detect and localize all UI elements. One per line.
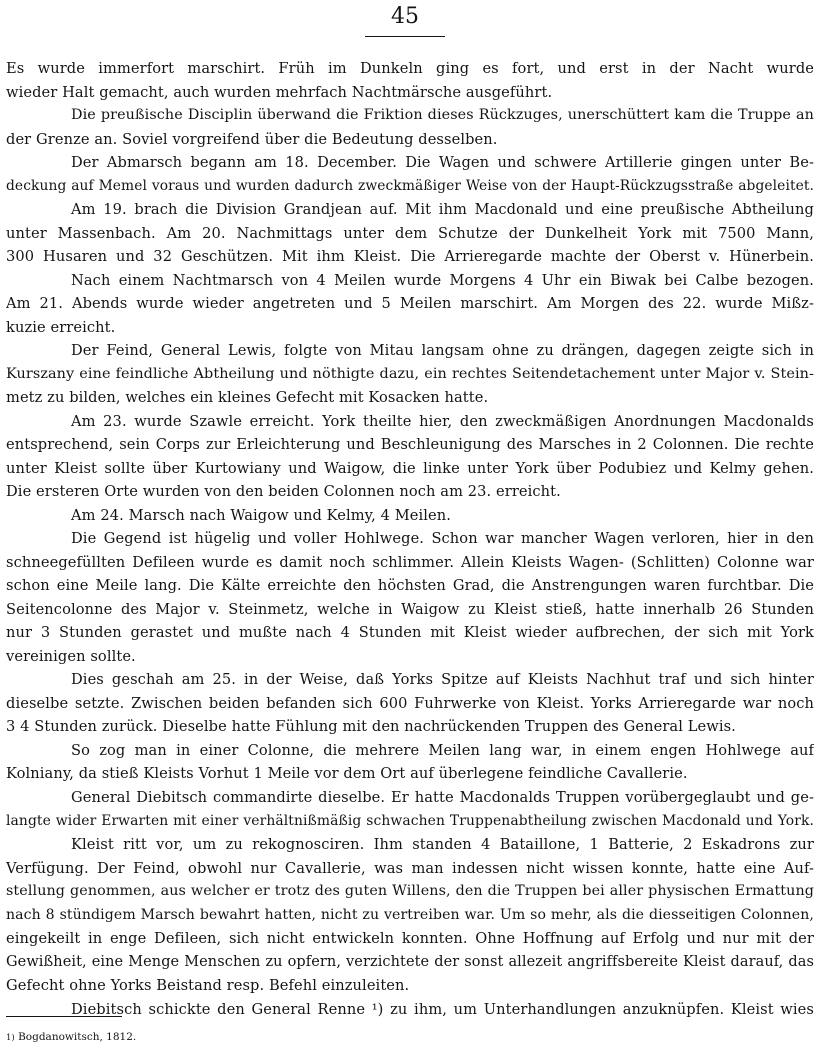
text-line: unter Kleist sollte über Kurtowiany und Waigow, die linke unter York über Podubiez und Kelmy gehen. [6,459,814,477]
text-line: Die ersteren Orte wurden von den beiden Colonnen noch am 23. erreicht. [6,483,561,501]
text-line: Kurszany eine feindliche Abtheilung und nöthigte dazu, ein rechtes Seitendetachement unter Major v. Stein- [6,365,814,382]
text-line: Der Feind, General Lewis, folgte von Mitau langsam ohne zu drängen, dagegen zeigte sich in [71,342,814,360]
text-line: entsprechend, sein Corps zur Erleichterung und Beschleunigung des Marsches in 2 Colonnen. Die rechte [6,436,814,454]
footnote-number: 1) [6,1033,15,1043]
page-number: 45 [391,4,419,29]
text-line: Der Abmarsch begann am 18. December. Die Wagen und schwere Artillerie gingen unter Be- [71,154,814,172]
text-line: Dies geschah am 25. in der Weise, daß Yorks Spitze auf Kleists Nachhut traf und sich hinter [71,671,814,689]
text-line: Die Gegend ist hügelig und voller Hohlwege. Schon war mancher Wagen verloren, hier in den [71,530,814,548]
text-line: der Grenze an. Soviel vorgreifend über die Bedeutung desselben. [6,130,498,148]
text-line: vereinigen sollte. [6,647,136,665]
text-line: Nach einem Nachtmarsch von 4 Meilen wurde Morgens 4 Uhr ein Biwak bei Calbe bezogen. [71,271,814,289]
text-line: kuzie erreicht. [6,318,116,336]
text-line: unter Massenbach. Am 20. Nachmittags unter dem Schutze der Dunkelheit York mit 7500 Mann, [6,224,814,242]
text-line: Seitencolonne des Major v. Steinmetz, welche in Waigow zu Kleist stieß, hatte innerhalb 26 Stunden [6,600,814,618]
text-line: Gefecht ohne Yorks Beistand resp. Befehl einzuleiten. [6,977,410,995]
text-line: wieder Halt gemacht, auch wurden mehrfach Nachtmärsche ausgeführt. [6,83,553,101]
text-line: schon eine Meile lang. Die Kälte erreichte den höchsten Grad, die Anstrengungen waren furchtbar. Die [6,577,814,595]
text-line: Kolniany, da stieß Kleists Vorhut 1 Meile vor dem Ort auf überlegene feindliche Cavallerie. [6,765,688,783]
text-line: Am 23. wurde Szawle erreicht. York theilte hier, den zweckmäßigen Anordnungen Macdonalds [71,412,814,430]
text-line: Diebitsch schickte den General Renne ¹) zu ihm, um Unterhandlungen anzuknüpfen. Kleist wies [71,1000,814,1018]
text-line: stellung genommen, aus welcher er trotz des guten Willens, den die Truppen bei aller physischen Ermattung [6,883,814,900]
footnote-rule [6,1016,122,1017]
text-line: schneegefüllten Defileen wurde es damit noch schlimmer. Allein Kleists Wagen- (Schlitten) Colonne war [6,553,814,571]
text-line: 3 4 Stunden zurück. Dieselbe hatte Fühlung mit den nachrückenden Truppen des General Lewis. [6,718,736,736]
footnote [6,1030,406,1045]
text-line: So zog man in einer Colonne, die mehrere Meilen lang war, in einem engen Hohlwege auf [71,741,814,759]
text-line: Am 24. Marsch nach Waigow und Kelmy, 4 Meilen. [71,506,451,524]
text-line: dieselbe setzte. Zwischen beiden befanden sich 600 Fuhrwerke von Kleist. Yorks Arrieregarde war noch [6,694,814,712]
text-line: langte wider Erwarten mit einer verhältnißmäßig schwachen Truppenabtheilung zwischen Macdonald und York. [6,812,814,829]
text-line: nur 3 Stunden gerastet und mußte nach 4 Stunden mit Kleist wieder aufbrechen, der sich mit York [6,624,814,642]
text-line: metz zu bilden, welches ein kleines Gefecht mit Kosacken hatte. [6,389,489,407]
text-line: Am 21. Abends wurde wieder angetreten und 5 Meilen marschirt. Am Morgen des 22. wurde Mißz- [6,295,814,313]
header-rule [365,36,445,37]
text-line: 300 Husaren und 32 Geschützen. Mit ihm Kleist. Die Arrieregarde machte der Oberst v. Hünerbein. [6,248,814,266]
text-line: Verfügung. Der Feind, obwohl nur Cavallerie, was man indessen nicht wissen konnte, hatte eine Auf- [6,859,814,877]
text-line: Kleist ritt vor, um zu rekognosciren. Ihm standen 4 Bataillone, 1 Batterie, 2 Eskadrons zur [71,836,814,854]
text-line: deckung auf Memel voraus und wurden dadurch zweckmäßiger Weise von der Haupt-Rückzugsstraße abgeleitet. [6,177,814,194]
footnote-text: Bogdanowitsch, 1812. [18,1031,137,1043]
text-line: Es wurde immerfort marschirt. Früh im Dunkeln ging es fort, und erst in der Nacht wurde [6,60,814,77]
body-text [6,57,814,1021]
text-line: Am 19. brach die Division Grandjean auf. Mit ihm Macdonald und eine preußische Abtheilung [71,201,814,219]
text-line: eingekeilt in enge Defileen, sich nicht entwickeln konnten. Ohne Hoffnung auf Erfolg und nur mit der [6,930,814,948]
text-line: General Diebitsch commandirte dieselbe. Er hatte Macdonalds Truppen vorübergeglaubt und ge- [71,788,814,806]
text-line: Gewißheit, eine Menge Menschen zu opfern, verzichtete der sonst allezeit angriffsbereite Kleist darauf, das [6,953,814,970]
text-line: Die preußische Disciplin überwand die Friktion dieses Rückzuges, unerschüttert kam die Truppe an [71,107,814,124]
text-line: nach 8 stündigem Marsch bewahrt hatten, nicht zu vertreiben war. Um so mehr, als die diesseitigen Colonnen, [6,906,814,923]
